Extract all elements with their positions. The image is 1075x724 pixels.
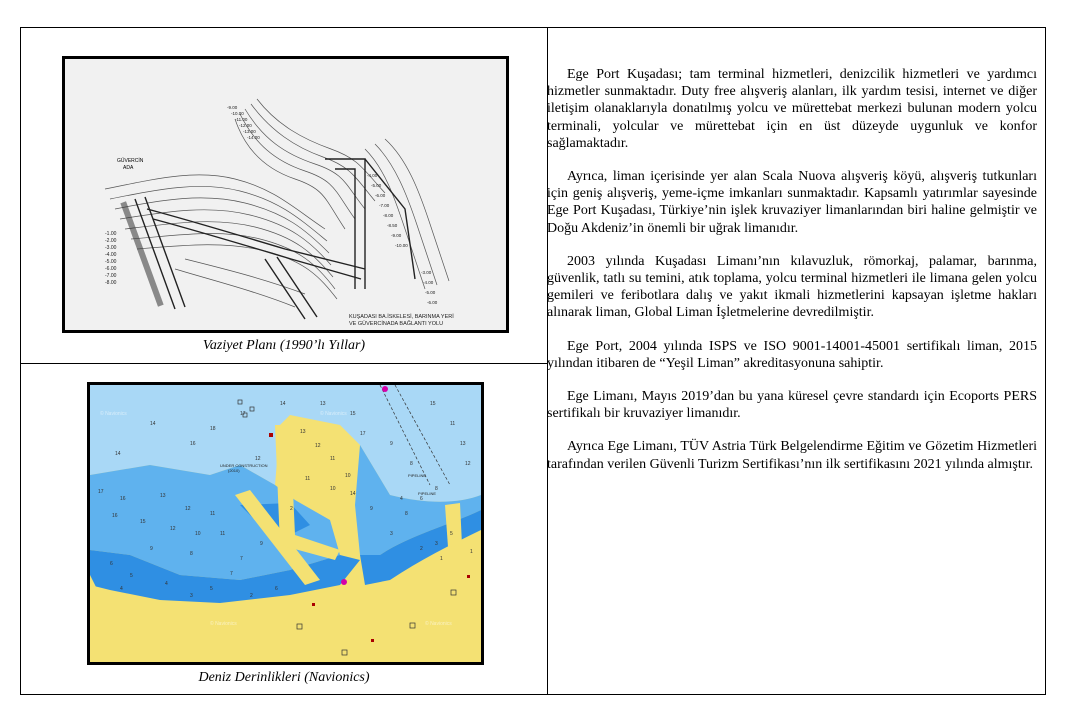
sounding: 9 <box>370 506 373 512</box>
sounding: 17 <box>98 489 104 495</box>
plan-depth-label: -8.00 <box>105 280 117 286</box>
sounding: 12 <box>315 443 321 449</box>
sounding: 5 <box>130 573 133 579</box>
plan-depth-label: -5.00 <box>105 259 117 265</box>
sounding: 11 <box>330 456 336 462</box>
sounding: 14 <box>150 421 156 427</box>
plan-depth-label: -5.00 <box>425 290 436 295</box>
plan-depth-label: -10.00 <box>395 243 408 248</box>
sounding: 8 <box>190 551 193 557</box>
paragraph: 2003 yılında Kuşadası Limanı’nın kılavuzluk, römorkaj, palamar, barınma, güvenlik, tatlı su temini, atık toplama, yolcu terminal hizmetleri ile limana gelen yolcu gemileri ve feribotlara dalış ve yakıt ikmali hizmetlerini kapsayan işletme hakları alınarak liman, Global Liman İşletmelerine devredilmiştir. <box>547 253 1037 321</box>
plan-footer-line-1: KUŞADASI BA.İSKELESİ, BARINMA YERİ <box>349 314 454 320</box>
sounding: 3 <box>390 531 393 537</box>
sounding: 11 <box>450 421 456 427</box>
sounding: 2 <box>420 546 423 552</box>
sounding: 14 <box>280 401 286 407</box>
sounding: 17 <box>360 431 366 437</box>
navionics-watermark: © Navionics <box>210 621 237 627</box>
plan-depth-label: -7.00 <box>379 203 390 208</box>
plan-depth-label: -9.00 <box>391 233 402 238</box>
plan-depth-label: -7.00 <box>105 273 117 279</box>
navionics-watermark: © Navionics <box>425 621 452 627</box>
sounding: 12 <box>185 506 191 512</box>
plan-depth-label: -1.00 <box>105 231 117 237</box>
plan-depth-label: -8.50 <box>387 223 398 228</box>
plan-footer-line-2: VE GÜVERCİNADA BAĞLANTI YOLU <box>349 321 444 327</box>
sounding: 6 <box>275 586 278 592</box>
plan-depth-label: -4.00 <box>105 252 117 258</box>
plan-depth-label: -5.00 <box>371 183 382 188</box>
sounding: 16 <box>190 441 196 447</box>
plan-depth-label: -13.00 <box>243 129 256 134</box>
plan-depth-label: -2.00 <box>105 238 117 244</box>
sounding: 17 <box>240 411 246 417</box>
sounding: 9 <box>150 546 153 552</box>
sounding: 4 <box>400 496 403 502</box>
sounding: 14 <box>115 451 121 457</box>
sounding: 7 <box>230 571 233 577</box>
paragraph: Ayrıca, liman içerisinde yer alan Scala Nuova alışveriş köyü, alışveriş tutkunları için geniş alışveriş, yeme-içme imkanları sunmaktadır. Kapsamlı yatırımlar sayesinde Ege Port Kuşadası, Türkiye’nin işlek kruvaziyer limanlarından biri haline gelmiştir ve Doğu Akdeniz’in önemli bir uğrak limanıdır. <box>547 169 1037 236</box>
plan-depth-label: -12.00 <box>239 123 252 128</box>
depth-chart-caption: Deniz Derinlikleri (Navionics) <box>198 670 370 685</box>
plan-depth-label: -4.00 <box>423 280 434 285</box>
sounding: 6 <box>110 561 113 567</box>
plan-depth-label: -9.00 <box>227 105 238 110</box>
sounding: 10 <box>330 486 336 492</box>
sounding: 12 <box>465 461 471 467</box>
sounding: 1 <box>470 549 473 555</box>
sounding: 15 <box>140 519 146 525</box>
plan-north-label-2: ADA <box>123 165 134 171</box>
plan-depth-label: -11.00 <box>235 117 248 122</box>
sounding: 13 <box>320 401 326 407</box>
sounding: 13 <box>460 441 466 447</box>
sounding: 8 <box>410 461 413 467</box>
sounding: 2 <box>290 506 293 512</box>
paragraph: Ege Port, 2004 yılında ISPS ve ISO 9001-14001-45001 sertifikalı liman, 2015 yılından itibaren de “Yeşil Liman” akreditasyonuna sahiptir. <box>547 338 1037 371</box>
sounding: 5 <box>450 531 453 537</box>
plan-depth-label: -6.00 <box>105 266 117 272</box>
plan-depth-label: -6.00 <box>375 193 386 198</box>
sounding: 2 <box>250 593 253 599</box>
sounding: 10 <box>345 473 351 479</box>
sounding: 13 <box>160 493 166 499</box>
sounding: 4 <box>120 586 123 592</box>
plan-depth-label: -10.00 <box>231 111 244 116</box>
plan-depth-label: -6.00 <box>427 300 438 305</box>
sounding: 14 <box>350 491 356 497</box>
pipeline-label-2: PIPELINE <box>418 491 437 496</box>
sounding: 15 <box>430 401 436 407</box>
sounding: 8 <box>405 511 408 517</box>
sounding: 9 <box>260 541 263 547</box>
paragraph: Ege Limanı, Mayıs 2019’dan bu yana küresel çevre standardı için Ecoports PERS sertifikalı bir kruvaziyer limanıdır. <box>547 389 1037 422</box>
sounding: 5 <box>210 586 213 592</box>
sounding: 12 <box>255 456 261 462</box>
pipeline-label-1: PIPELINE <box>408 473 427 478</box>
sounding: 15 <box>350 411 356 417</box>
plan-left-depth-labels <box>105 231 117 286</box>
plan-depth-label: -14.00 <box>247 135 260 140</box>
sounding: 7 <box>240 556 243 562</box>
depth-chart-image <box>87 382 484 665</box>
sounding: 18 <box>210 426 216 432</box>
sounding: 9 <box>390 441 393 447</box>
plan-north-label-1: GÜVERCİN <box>117 158 144 164</box>
sounding: 16 <box>112 513 118 519</box>
sounding: 10 <box>195 531 201 537</box>
construction-label-1: UNDER CONSTRUCTION <box>220 463 268 468</box>
sounding: 13 <box>300 429 306 435</box>
site-plan-caption: Vaziyet Planı (1990’lı Yıllar) <box>202 338 366 353</box>
site-plan-cell <box>21 28 547 363</box>
sounding: 4 <box>165 581 168 587</box>
sounding: 11 <box>220 531 226 537</box>
paragraph: Ayrıca Ege Limanı, TÜV Astria Türk Belgelendirme Eğitim ve Gözetim Hizmetleri tarafından verilen Güvenli Turizm Sertifikası’nın ilk sertifikasını 2021 yılında almıştır. <box>547 439 1037 472</box>
site-plan-image <box>62 56 509 333</box>
plan-depth-label: -3.00 <box>105 245 117 251</box>
sounding: 1 <box>440 556 443 562</box>
plan-depth-label: -8.00 <box>383 213 394 218</box>
sounding: 12 <box>170 526 176 532</box>
paragraph: Ege Port Kuşadası; tam terminal hizmetleri, denizcilik hizmetleri ve yardımcı hizmetler sunmaktadır. Duty free alışveriş alanları, ilk yardım tesisi, internet ve diğer iletişim olanaklarıyla donatılmış yolcu ve mürettebat merkezi bulunan modern yolcu terminali, yolcular ve mürettebat için en üst düzeyde uygunluk ve konfor sağlamaktadır. <box>547 67 1037 151</box>
navionics-watermark: © Navionics <box>100 411 127 417</box>
sounding: 11 <box>305 476 311 482</box>
description-text <box>547 66 1037 489</box>
depth-chart-cell <box>21 364 547 696</box>
plan-depth-label: -4.00 <box>367 173 378 178</box>
sounding: 16 <box>120 496 126 502</box>
sounding: 11 <box>210 511 216 517</box>
plan-depth-label: -3.00 <box>421 270 432 275</box>
construction-label-2: (2010) <box>228 468 240 473</box>
navionics-watermark: © Navionics <box>320 411 347 417</box>
sounding: 8 <box>435 486 438 492</box>
sounding: 3 <box>190 593 193 599</box>
sounding: 3 <box>435 541 438 547</box>
sounding: 6 <box>420 496 423 502</box>
